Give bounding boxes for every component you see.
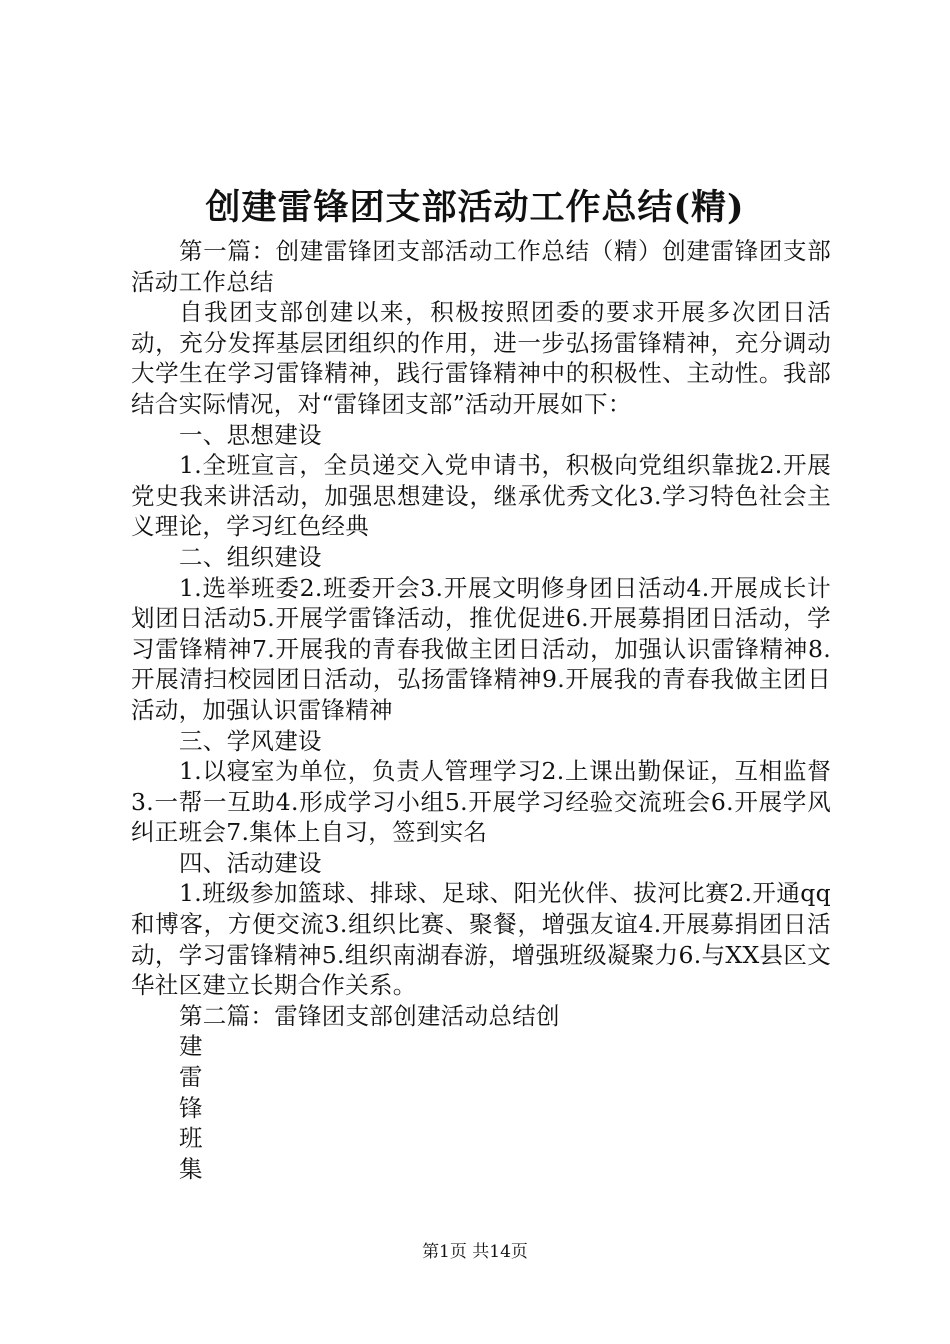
section-heading-organization: 二、组织建设 (179, 542, 322, 571)
paragraph-second-heading: 第二篇：雷锋团支部创建活动总结创 (179, 1001, 560, 1030)
paragraph-intro: 自我团支部创建以来，积极按照团委的要求开展多次团日活动，充分发挥基层团组织的作用，进一步弘扬雷锋精神，充分调动大学生在学习雷锋精神，践行雷锋精神中的积极性、主动性。我部结合实际情况，对“雷锋团支部”活动开展如下： (131, 298, 831, 418)
paragraph-ideology: 1.全班宣言，全员递交入党申请书，积极向党组织靠拢2.开展党史我来讲活动，加强思想建设，继承优秀文化3.学习特色社会主义理论，学习红色经典 (131, 451, 831, 541)
paragraph-intro-heading: 第一篇：创建雷锋团支部活动工作总结（精）创建雷锋团支部活动工作总结 (131, 237, 831, 296)
document-body (131, 236, 831, 1184)
vertical-text-column (131, 1031, 209, 1184)
paragraph-study: 1.以寝室为单位，负责人管理学习2.上课出勤保证，互相监督3.一帮一互助4.形成学习小组5.开展学习经验交流班会6.开展学风纠正班会7.集体上自习，签到实名 (131, 757, 831, 847)
section-heading-ideology: 一、思想建设 (179, 420, 322, 449)
vertical-char: 集 (179, 1154, 203, 1183)
paragraph-organization: 1.选举班委2.班委开会3.开展文明修身团日活动4.开展成长计划团日活动5.开展学雷锋活动，推优促进6.开展募捐团日活动，学习雷锋精神7.开展我的青春我做主团日活动，加强认识雷锋精神8.开展清扫校园团日活动，弘扬雷锋精神9.开展我的青春我做主团日活动，加强认识雷锋精神 (131, 573, 831, 724)
vertical-char: 雷 (179, 1063, 203, 1092)
paragraph-activities: 1.班级参加篮球、排球、足球、阳光伙伴、拔河比赛2.开通qq和博客，方便交流3.组织比赛、聚餐，增强友谊4.开展募捐团日活动，学习雷锋精神5.组织南湖春游，增强班级凝聚力6.与XX县区文华社区建立长期合作关系。 (131, 879, 831, 1000)
vertical-char: 班 (179, 1124, 203, 1153)
vertical-char: 建 (179, 1032, 203, 1061)
section-heading-study: 三、学风建设 (179, 726, 322, 755)
vertical-char: 锋 (179, 1093, 203, 1122)
page-footer: 第1页 共14页 (422, 1242, 528, 1262)
section-heading-activities: 四、活动建设 (179, 848, 322, 877)
document-title: 创建雷锋团支部活动工作总结(精) (205, 187, 745, 228)
